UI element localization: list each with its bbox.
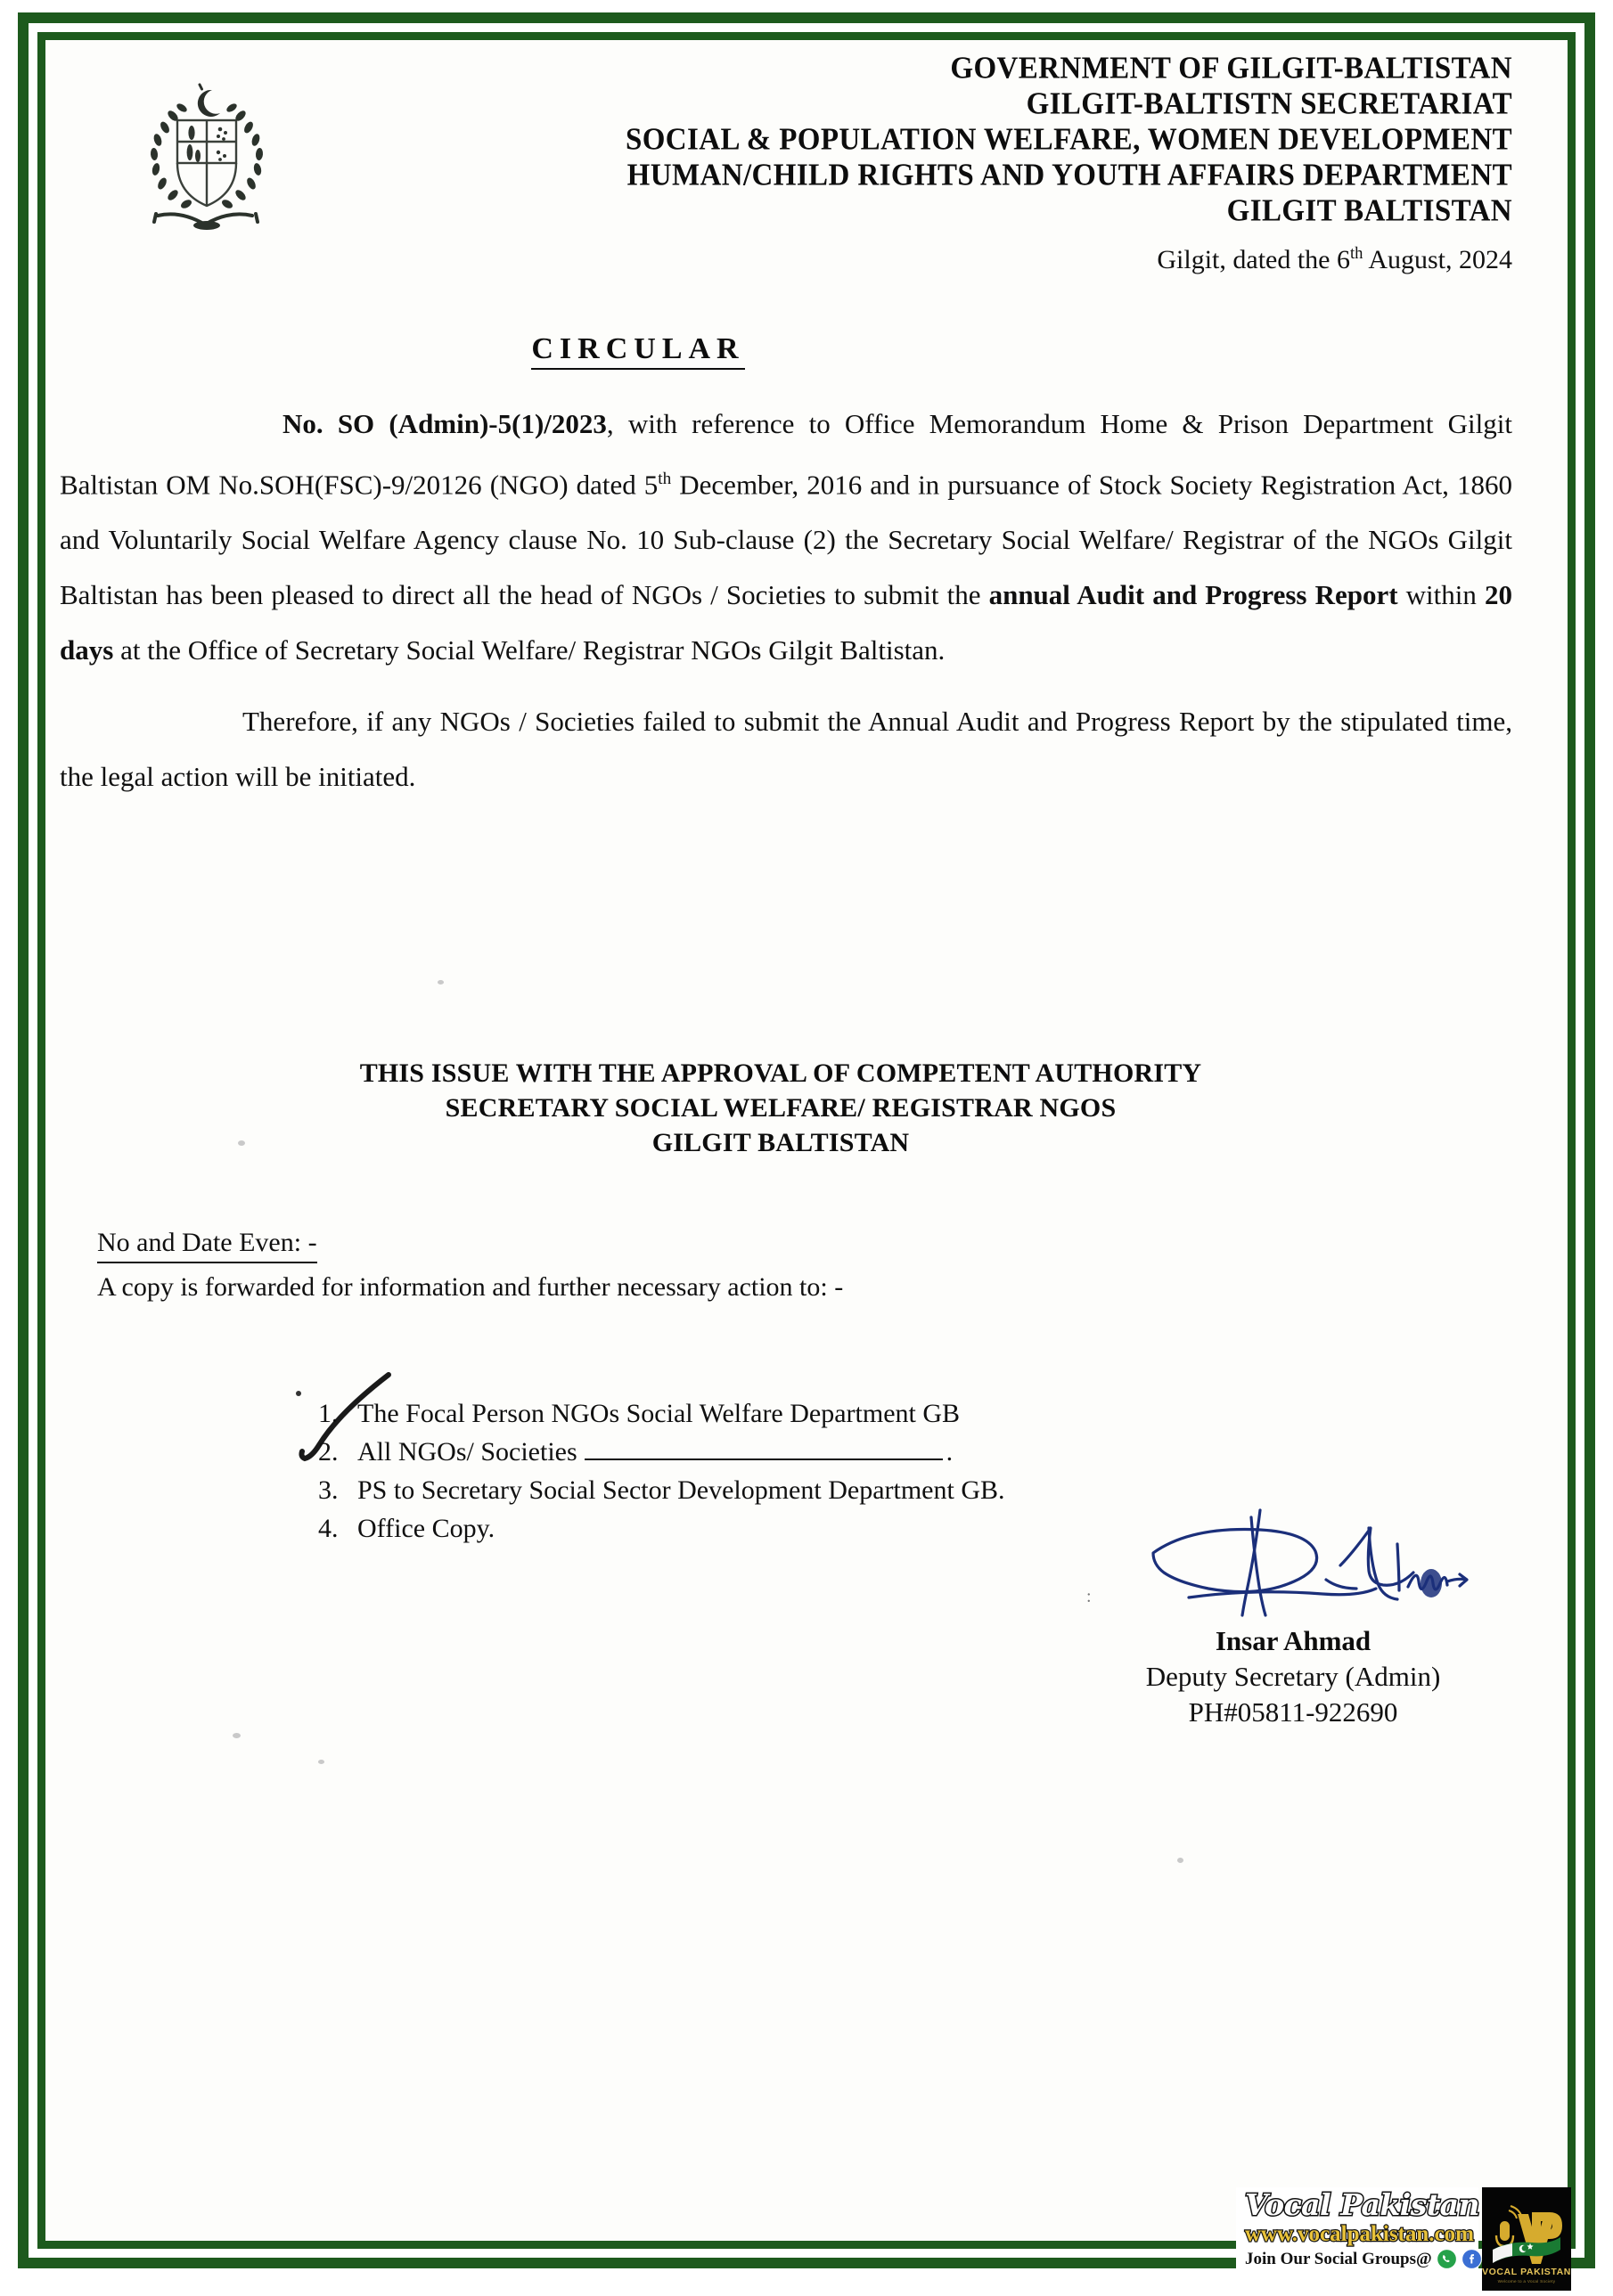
signatory-phone: PH#05811-922690 (1188, 1696, 1398, 1728)
paragraph-1-part-d: at the Office of Secretary Social Welfare/ Registrar NGOs Gilgit Baltistan. (113, 634, 946, 666)
list-item-label: Office Copy. (357, 1514, 495, 1543)
letterhead-line-3: SOCIAL & POPULATION WELFARE, WOMEN DEVELOPMENT (625, 122, 1512, 158)
scan-speck (233, 1733, 241, 1738)
blank-fill-line (585, 1458, 943, 1460)
date-suffix: August, 2024 (1363, 245, 1512, 274)
watermark-social-label: Join Our Social Groups@ (1245, 2249, 1432, 2268)
watermark-brand: Vocal Pakistan (1245, 2187, 1479, 2222)
list-item-label: PS to Secretary Social Sector Development Department GB. (357, 1475, 1005, 1505)
paragraph-1-part-c: within (1397, 579, 1485, 611)
scan-speck (318, 1760, 324, 1764)
list-item-number: 4. (318, 1514, 339, 1543)
letterhead-line-1: GOVERNMENT OF GILGIT-BALTISTAN (950, 51, 1512, 86)
endorsement-subheading: A copy is forwarded for information and further necessary action to: - (97, 1272, 844, 1302)
bold-report-phrase: annual Audit and Progress Report (988, 579, 1398, 611)
list-item-label: All NGOs/ Societies (357, 1437, 577, 1467)
signatory-designation: Deputy Secretary (Admin) (1145, 1661, 1441, 1692)
watermark-social-row (1245, 2249, 1478, 2269)
watermark-url[interactable]: www.vocalpakistan.com (1245, 2222, 1474, 2246)
list-item-number: 3. (318, 1475, 339, 1505)
letterhead (45, 40, 1568, 307)
vocal-pakistan-logo-icon (1482, 2187, 1571, 2291)
list-item-label: The Focal Person NGOs Social Welfare Department GB (357, 1399, 961, 1428)
approval-line-1: THIS ISSUE WITH THE APPROVAL OF COMPETENT AUTHORITY (359, 1058, 1202, 1088)
document-page (45, 40, 1571, 2284)
letterhead-line-2: GILGIT-BALTISTN SECRETARIAT (1026, 86, 1512, 122)
reference-number: No. SO (Admin)-5(1)/2023 (282, 408, 607, 439)
letterhead-line-4: HUMAN/CHILD RIGHTS AND YOUTH AFFAIRS DEPARTMENT (626, 158, 1512, 193)
paragraph-1 (60, 396, 1512, 678)
endorsement-heading: No and Date Even: - (97, 1225, 317, 1263)
watermark-vocal-pakistan (1236, 2182, 1571, 2296)
signatory-name: Insar Ahmad (1215, 1625, 1371, 1656)
list-item-trailer: . (946, 1437, 954, 1467)
approval-block (45, 1056, 1516, 1160)
letterhead-line-5: GILGIT BALTISTAN (1226, 193, 1512, 229)
list-item-number: 2. (318, 1437, 339, 1467)
paragraph-2: Therefore, if any NGOs / Societies failed to submit the Annual Audit and Progress Report by the stipulated time, the legal action will be initiated. (60, 706, 1512, 793)
watermark-text-area (1236, 2187, 1478, 2291)
list-item-number: 1. (318, 1399, 339, 1428)
letterhead-text (215, 51, 1532, 276)
list-item (318, 1394, 1343, 1433)
date-superscript: th (1350, 244, 1363, 263)
approval-line-2: SECRETARY SOCIAL WELFARE/ REGISTRAR NGOS (445, 1093, 1117, 1123)
approval-line-3: GILGIT BALTISTAN (651, 1128, 910, 1157)
scan-speck (238, 1140, 245, 1146)
page-title (45, 332, 1231, 366)
facebook-icon[interactable] (1462, 2249, 1482, 2269)
endorsement-block (97, 1225, 1345, 1307)
whatsapp-icon[interactable] (1437, 2249, 1457, 2269)
signature-block (1044, 1501, 1543, 1730)
bold-deadline-phrase: 20 days (60, 579, 1512, 666)
svg-text:VOCAL PAKISTAN: VOCAL PAKISTAN (1482, 2267, 1571, 2277)
list-item (318, 1433, 1343, 1471)
scan-speck (438, 980, 444, 985)
svg-text:Welcome to a Vocal Society: Welcome to a Vocal Society (1497, 2279, 1556, 2284)
date-prefix: Gilgit, dated the 6 (1157, 245, 1350, 274)
paragraph-1-superscript: th (658, 470, 672, 488)
page-title-text: CIRCULAR (531, 332, 744, 370)
paragraph-1-part-a: , with reference to Office Memorandum Home & Prison Department Gilgit Baltistan OM No.SOH(FSC)-9/20126 (NGO) dated 5 (60, 408, 1512, 501)
letterhead-date (215, 238, 1512, 276)
scan-speck-pair: : (1086, 1587, 1092, 1606)
document-body (60, 396, 1512, 810)
paragraph-1-part-b: December, 2016 and in pursuance of Stock Society Registration Act, 1860 and Voluntarily Social Welfare Agency clause No. 10 Sub-clause (2) the Secretary Social Welfare/ Registrar of the NGOs Gilgit Baltistan has been pleased to direct all the head of NGOs / Societies to submit the (60, 469, 1512, 611)
handwritten-signature-icon (1101, 1501, 1485, 1622)
scan-speck (1177, 1858, 1183, 1863)
